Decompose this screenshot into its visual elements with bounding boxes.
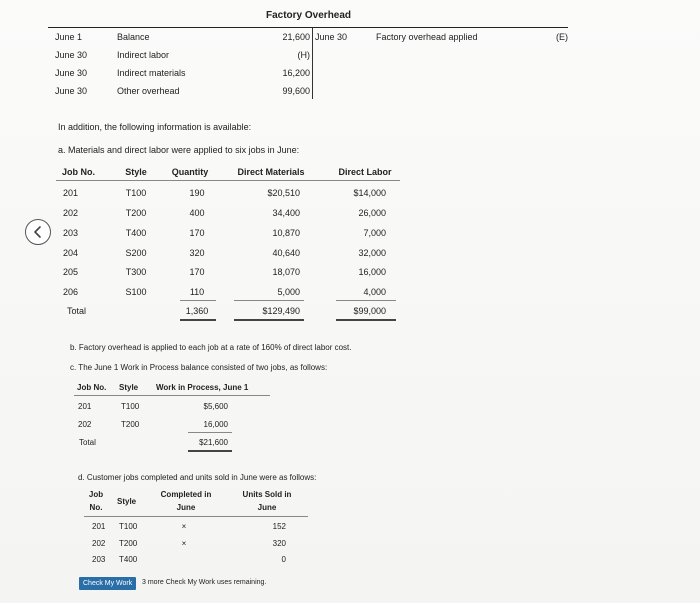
cell-direct-materials: 40,640 <box>272 248 300 258</box>
ledger-title: Factory Overhead <box>266 10 352 21</box>
cell-direct-materials: 34,400 <box>272 208 300 218</box>
completed-cell-mark: × <box>181 539 187 548</box>
completed-header-sold-line2: June <box>257 503 277 512</box>
cell-job-no: 202 <box>63 208 79 218</box>
wip-header-balance: Work in Process, June 1 <box>156 383 249 392</box>
completed-cell-sold: 0 <box>281 555 286 564</box>
cell-job-no: 204 <box>63 248 79 258</box>
ledger-debit-date: June 30 <box>55 68 88 78</box>
col-header-direct-materials: Direct Materials <box>237 167 305 177</box>
subtotal-rule-labor <box>336 300 396 301</box>
wip-cell-style: T100 <box>121 402 140 411</box>
wip-total-balance: $21,600 <box>199 438 228 447</box>
completed-header-job-line2: No. <box>89 503 103 512</box>
chevron-left-icon <box>33 226 43 238</box>
ledger-debit-desc: Other overhead <box>117 86 180 96</box>
cell-quantity: 170 <box>189 267 205 277</box>
cell-total-label: Total <box>67 306 87 316</box>
wip-cell-style: T200 <box>121 420 140 429</box>
subtotal-rule-quantity <box>180 300 216 301</box>
cell-quantity: 400 <box>189 208 205 218</box>
previous-button[interactable] <box>25 219 51 245</box>
ledger-credit-desc: Factory overhead applied <box>376 32 478 42</box>
col-header-style: Style <box>125 167 147 177</box>
total-double-rule-materials <box>234 319 304 321</box>
cell-quantity: 110 <box>189 287 205 297</box>
completed-cell-sold: 320 <box>272 539 286 548</box>
completed-cell-mark: × <box>181 522 187 531</box>
cell-job-no: 206 <box>63 287 79 297</box>
wip-total-double-rule <box>188 450 232 452</box>
intro-text: In addition, the following information is available: <box>58 122 252 132</box>
cell-total-labor: $99,000 <box>353 306 386 316</box>
cell-direct-labor: 16,000 <box>358 267 386 277</box>
cell-direct-materials: 18,070 <box>272 267 300 277</box>
cell-style: T300 <box>125 267 147 277</box>
cell-direct-materials: 5,000 <box>277 287 300 297</box>
section-c-label: c. The June 1 Work in Process balance consisted of two jobs, as follows: <box>70 363 328 372</box>
section-d-label: d. Customer jobs completed and units sold in June were as follows: <box>78 473 317 482</box>
cell-style: T100 <box>125 188 147 198</box>
cell-total-materials: $129,490 <box>262 306 300 316</box>
cell-style: S100 <box>125 287 147 297</box>
cell-direct-materials: $20,510 <box>267 188 300 198</box>
cell-quantity: 190 <box>189 188 205 198</box>
ledger-debit-date: June 30 <box>55 50 88 60</box>
wip-header-style: Style <box>119 383 139 392</box>
completed-header-style: Style <box>117 497 137 506</box>
cell-total-quantity: 1,360 <box>185 306 209 316</box>
cell-direct-labor: 32,000 <box>358 248 386 258</box>
wip-cell-balance: 16,000 <box>203 420 228 429</box>
ledger-credit-date: June 30 <box>315 32 348 42</box>
ledger-center-rule <box>312 28 313 99</box>
cell-direct-labor: 4,000 <box>363 287 386 297</box>
ledger-top-rule <box>48 27 568 28</box>
completed-header-completed-line1: Completed in <box>160 490 212 499</box>
cell-direct-labor: 7,000 <box>363 228 386 238</box>
ledger-debit-desc: Balance <box>117 32 150 42</box>
ledger-debit-amount: 21,600 <box>282 32 310 42</box>
section-a-label: a. Materials and direct labor were applied to six jobs in June: <box>58 145 300 155</box>
wip-cell-job-no: 202 <box>78 420 92 429</box>
wip-header-underline <box>74 395 270 396</box>
cell-direct-labor: 26,000 <box>358 208 386 218</box>
total-double-rule-quantity <box>180 319 216 321</box>
completed-header-completed-line2: June <box>176 503 196 512</box>
total-double-rule-labor <box>336 319 396 321</box>
completed-header-job-line1: Job <box>88 490 104 499</box>
cell-direct-labor: $14,000 <box>353 188 386 198</box>
ledger-debit-desc: Indirect labor <box>117 50 170 60</box>
cell-job-no: 203 <box>63 228 79 238</box>
col-header-job-no: Job No. <box>62 167 95 177</box>
wip-cell-balance: $5,600 <box>203 402 228 411</box>
cell-quantity: 320 <box>189 248 205 258</box>
subtotal-rule-materials <box>234 300 304 301</box>
ledger-debit-amount: (H) <box>297 50 310 60</box>
ledger-badge: (E) <box>556 32 568 42</box>
header-underline <box>56 180 400 181</box>
completed-row-clipped <box>0 554 320 564</box>
col-header-direct-labor: Direct Labor <box>338 167 392 177</box>
completed-header-sold-line1: Units Sold in <box>242 490 292 499</box>
completed-cell-job-no: 202 <box>92 539 106 548</box>
ledger-debit-desc: Indirect materials <box>117 68 186 78</box>
completed-cell-sold: 152 <box>272 522 286 531</box>
completed-cell-style: T100 <box>119 522 138 531</box>
ledger-debit-date: June 30 <box>55 86 88 96</box>
completed-header-underline <box>84 516 308 517</box>
cell-quantity: 170 <box>189 228 205 238</box>
cell-style: S200 <box>125 248 147 258</box>
wip-header-job-no: Job No. <box>77 383 107 392</box>
ledger-debit-date: June 1 <box>55 32 83 42</box>
completed-cell-job-no: 201 <box>92 522 106 531</box>
check-my-work-button[interactable]: Check My Work <box>79 577 136 590</box>
col-header-quantity: Quantity <box>171 167 209 177</box>
cell-job-no: 205 <box>63 267 79 277</box>
cell-style: T400 <box>125 228 147 238</box>
completed-cell-style: T400 <box>119 555 138 564</box>
wip-cell-job-no: 201 <box>78 402 92 411</box>
cell-direct-materials: 10,870 <box>272 228 300 238</box>
completed-cell-style: T200 <box>119 539 138 548</box>
section-b-text: b. Factory overhead is applied to each job at a rate of 160% of direct labor cost. <box>70 343 352 352</box>
ledger-debit-amount: 99,600 <box>282 86 310 96</box>
wip-total-label: Total <box>79 438 96 447</box>
cell-style: T200 <box>125 208 147 218</box>
ledger-debit-amount: 16,200 <box>282 68 310 78</box>
wip-subtotal-rule <box>188 432 232 433</box>
remaining-uses-text: 3 more Check My Work uses remaining. <box>142 579 267 586</box>
cell-job-no: 201 <box>63 188 79 198</box>
completed-cell-job-no: 203 <box>92 555 106 564</box>
